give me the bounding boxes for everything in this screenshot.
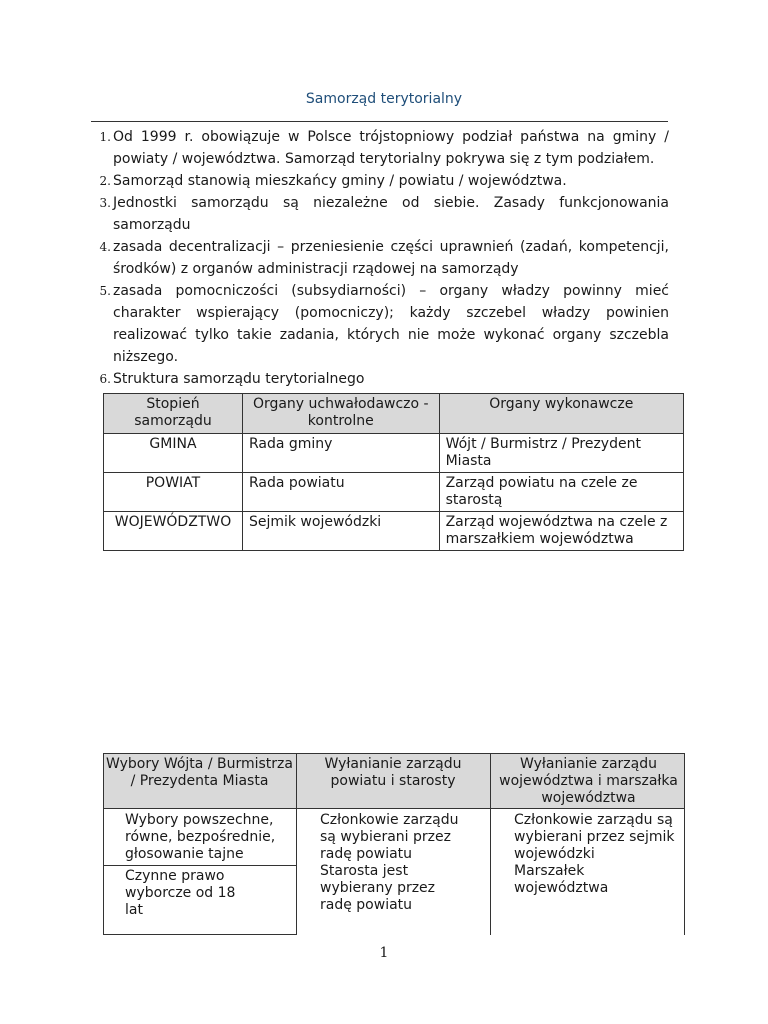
page-number: 1 (379, 945, 389, 961)
table-cell: Czynne prawo wyborcze od 18 lat (125, 868, 236, 918)
list-item (91, 280, 669, 368)
header-cell: Organy wykonawcze (439, 394, 683, 434)
table-cell: Rada gminy (242, 434, 439, 473)
header-cell: Wybory Wójta / Burmistrza / Prezydenta Miasta (103, 753, 296, 809)
list-item (91, 126, 669, 170)
table-border (296, 753, 297, 935)
table-cell: Sejmik wojewódzki (242, 512, 439, 551)
table-cell: Wybory powszechne, równe, bezpośrednie, głosowanie tajne (125, 812, 276, 862)
list-number: 5. (99, 284, 111, 298)
list-item (91, 192, 669, 236)
elections-table (103, 753, 685, 935)
table-cell: Zarząd województwa na czele z marszałkiem województwa (439, 512, 683, 551)
list-item (91, 368, 669, 390)
table-row (104, 473, 684, 512)
list-text: Struktura samorządu terytorialnego (113, 371, 365, 387)
table-cell: POWIAT (104, 473, 243, 512)
table-row (104, 434, 684, 473)
list-text: zasada decentralizacji – przeniesienie części uprawnień (zadań, kompetencji, środków) z organów administracji rządowej na samorządy (113, 239, 669, 277)
list-text: Od 1999 r. obowiązuje w Polsce trójstopniowy podział państwa na gminy / powiaty / województwa. Samorząd terytorialny pokrywa się z tym podziałem. (113, 129, 669, 167)
table-cell: Wójt / Burmistrz / Prezydent Miasta (439, 434, 683, 473)
header-cell: Stopień samorządu (104, 394, 243, 434)
list-number: 1. (99, 130, 111, 144)
list-text: zasada pomocniczości (subsydiarności) – organy władzy powinny mieć charakter wspierający (pomocniczy); każdy szczebel władzy powinien realizować tylko takie zadania, których nie może wykonać organy szczebla niższego. (113, 283, 669, 365)
table-cell: Członkowie zarządu są wybierani przez radę powiatu (320, 812, 459, 862)
header-cell: Organy uchwałodawczo - kontrolne (242, 394, 439, 434)
table-cell: GMINA (104, 434, 243, 473)
list-number: 4. (99, 240, 111, 254)
list-number: 3. (99, 196, 111, 210)
title-rule (91, 121, 668, 122)
numbered-list (91, 126, 669, 390)
list-text: Jednostki samorządu są niezależne od siebie. Zasady funkcjonowania samorządu (113, 195, 669, 233)
list-text: Samorząd stanowią mieszkańcy gminy / powiatu / województwa. (113, 173, 567, 189)
table-border (103, 753, 104, 935)
table-cell: Zarząd powiatu na czele ze starostą (439, 473, 683, 512)
table-border (103, 934, 296, 935)
header-cell: Wyłanianie zarządu województwa i marszałka województwa (490, 753, 685, 809)
list-item (91, 236, 669, 280)
table-cell: Rada powiatu (242, 473, 439, 512)
table-cell: Marszałek województwa (514, 863, 609, 896)
table-cell: Starosta jest wybierany przez radę powiatu (320, 863, 436, 913)
document-title: Samorząd terytorialny (305, 91, 463, 107)
table-border (490, 753, 491, 935)
list-item (91, 170, 669, 192)
structure-table (103, 393, 684, 551)
list-number: 2. (99, 174, 111, 188)
list-number: 6. (99, 372, 111, 386)
table-border (103, 865, 296, 866)
table-row (104, 512, 684, 551)
header-cell: Wyłanianie zarządu powiatu i starosty (296, 753, 490, 809)
table-header-row (104, 394, 684, 434)
table-cell: WOJEWÓDZTWO (104, 512, 243, 551)
table-border (684, 753, 685, 935)
table-cell: Członkowie zarządu są wybierani przez sejmik wojewódzki (514, 812, 675, 862)
